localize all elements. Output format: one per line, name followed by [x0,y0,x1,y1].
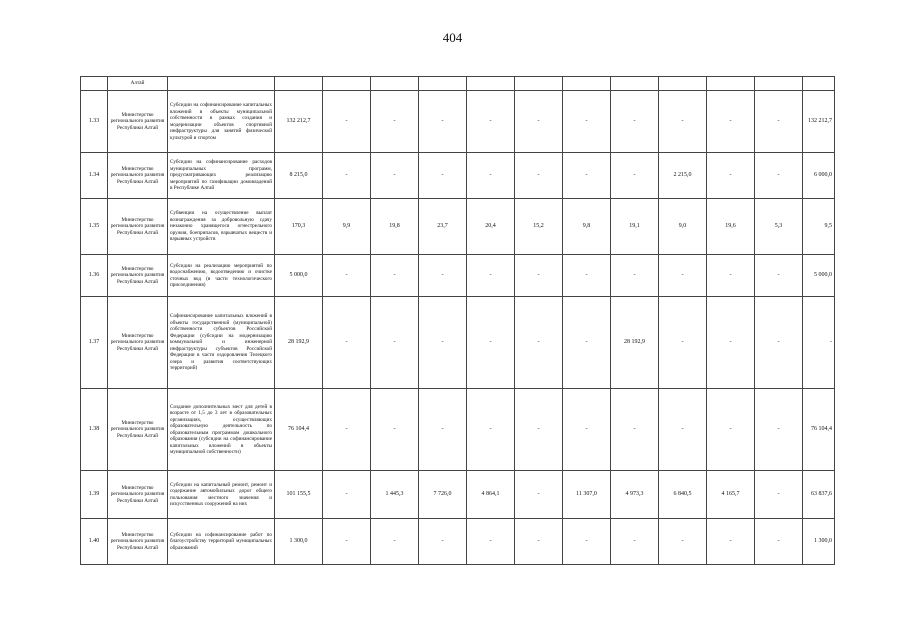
row-value: - [515,255,563,297]
row-value: - [419,297,467,389]
row-value: - [323,519,371,565]
row-value: - [563,255,611,297]
row-value: - [419,519,467,565]
row-value: - [707,91,755,153]
row-value: - [707,153,755,199]
row-value: 5 000,0 [803,255,835,297]
page-number: 404 [442,30,463,45]
row-value: - [803,297,835,389]
row-description [168,77,275,91]
row-value: - [659,519,707,565]
row-value: - [467,519,515,565]
table-row [81,519,835,565]
row-description: Софинансирование капитальных вложений в объекты государственной (муниципальной) собственности субъектов Российской Федерации (субсидии на модернизацию коммунальной и инженерной инфраструктуры субъектов Российской Федерации в части оздоровления Телецкого озера и развития соответствующих территорий) [168,297,275,389]
row-description: Субсидии на софинансирование работ по благоустройству территорий муниципальных образований [168,519,275,565]
row-value: - [419,153,467,199]
row-value: - [323,153,371,199]
row-value: - [755,91,803,153]
row-value: - [515,471,563,519]
row-value: - [467,153,515,199]
row-organization: Министерство регионального развития Республики Алтай [108,389,168,471]
row-value: 9,8 [563,199,611,255]
row-value: - [611,389,659,471]
row-value: 1 445,3 [371,471,419,519]
row-value: 28 192,9 [275,297,323,389]
row-value: 9,9 [323,199,371,255]
row-value: - [467,255,515,297]
row-value: - [755,519,803,565]
row-organization: Министерство регионального развития Республики Алтай [108,153,168,199]
row-value: - [371,389,419,471]
row-value: 5 000,0 [275,255,323,297]
row-value: 101 155,5 [275,471,323,519]
row-value: - [467,389,515,471]
row-value: 19,8 [371,199,419,255]
row-number: 1.36 [81,255,108,297]
row-value: - [707,297,755,389]
row-value: 1 300,0 [275,519,323,565]
row-value: 4 165,7 [707,471,755,519]
row-value: - [659,297,707,389]
row-description: Субсидии на софинансирование капитальных вложений в объекты муниципальной собственности в рамках создания и модернизации объектов спортивной инфраструктуры для занятий физической культурой и спортом [168,91,275,153]
row-value: 2 215,0 [659,153,707,199]
row-value: 4 864,1 [467,471,515,519]
row-value: 23,7 [419,199,467,255]
row-value: 1 300,0 [803,519,835,565]
row-value: - [515,519,563,565]
row-value: - [323,297,371,389]
row-value: - [323,389,371,471]
table-row-continuation [81,77,835,91]
row-value: - [707,519,755,565]
row-value: - [611,91,659,153]
row-value: - [563,389,611,471]
row-value: - [323,471,371,519]
row-organization: Министерство регионального развития Республики Алтай [108,91,168,153]
row-value: 9,0 [659,199,707,255]
row-value: - [755,153,803,199]
row-value: - [611,153,659,199]
row-value: 15,2 [515,199,563,255]
row-value: 6 840,5 [659,471,707,519]
table-body [81,77,835,565]
row-value: 6 000,0 [803,153,835,199]
row-value: - [755,255,803,297]
table-row [81,199,835,255]
row-value: 19,1 [611,199,659,255]
row-organization: Министерство регионального развития Республики Алтай [108,471,168,519]
row-value: 132 212,7 [803,91,835,153]
row-value: 63 837,6 [803,471,835,519]
row-description: Субвенции на осуществление выплат вознаграждения за добровольную сдачу незаконно хранящегося огнестрельного оружия, боеприпасов, взрывчатых веществ и взрывных устройств [168,199,275,255]
row-value: 170,3 [275,199,323,255]
row-value: 20,4 [467,199,515,255]
row-value: - [323,255,371,297]
row-value: 76 104,4 [803,389,835,471]
row-value: - [611,519,659,565]
table-row [81,153,835,199]
row-number [81,77,108,91]
row-value: - [755,297,803,389]
row-value: - [707,389,755,471]
row-value: - [467,91,515,153]
row-value: 8 215,0 [275,153,323,199]
row-value: - [563,519,611,565]
row-number: 1.39 [81,471,108,519]
row-value: - [563,153,611,199]
row-number: 1.37 [81,297,108,389]
row-value: - [707,255,755,297]
row-value: - [371,519,419,565]
row-value: 19,6 [707,199,755,255]
row-description: Субсидии на софинансирование расходов муниципальных программ, предусматривающих реализацию мероприятий по газификации домовладений в Республике Алтай [168,153,275,199]
row-organization: Алтай [108,77,168,91]
row-value: - [659,255,707,297]
table-row [81,91,835,153]
row-value: - [419,389,467,471]
row-value: - [611,255,659,297]
row-value: - [563,297,611,389]
row-value: - [659,389,707,471]
row-value: - [515,389,563,471]
row-value: - [515,297,563,389]
row-description: Субсидии на капитальный ремонт, ремонт и содержание автомобильных дорог общего пользования местного значения и искусственных сооружений на них [168,471,275,519]
table-row [81,297,835,389]
row-value: - [371,91,419,153]
table-row [81,255,835,297]
row-description: Создание дополнительных мест для детей в возрасте от 1,5 до 3 лет в образовательных организациях, осуществляющих образовательную деятельность по образовательным программам дошкольного образования (субсидии на софинансирование капитальных вложений в объекты муниципальной собственности) [168,389,275,471]
row-number: 1.34 [81,153,108,199]
row-value: - [419,91,467,153]
budget-table [80,76,835,565]
row-value: 9,5 [803,199,835,255]
row-value: - [323,91,371,153]
row-value: 5,3 [755,199,803,255]
row-organization: Министерство регионального развития Республики Алтай [108,255,168,297]
table-row [81,389,835,471]
row-description: Субсидии на реализацию мероприятий по водоснабжению, водоотведению и очистке сточных вод (в части технологического присоединения) [168,255,275,297]
row-value: 28 192,9 [611,297,659,389]
row-value: 76 104,4 [275,389,323,471]
row-organization: Министерство регионального развития Республики Алтай [108,519,168,565]
row-value: - [755,471,803,519]
row-value: - [419,255,467,297]
row-value: - [515,91,563,153]
row-value: - [755,389,803,471]
row-number: 1.40 [81,519,108,565]
row-value: - [659,91,707,153]
row-number: 1.35 [81,199,108,255]
row-value: 132 212,7 [275,91,323,153]
row-value: 4 973,3 [611,471,659,519]
row-organization: Министерство регионального развития Республики Алтай [108,199,168,255]
row-value: 7 726,0 [419,471,467,519]
row-organization: Министерство регионального развития Республики Алтай [108,297,168,389]
row-value: - [515,153,563,199]
row-value: - [371,297,419,389]
row-number: 1.33 [81,91,108,153]
row-value: - [371,255,419,297]
row-value: 11 307,0 [563,471,611,519]
row-value: - [371,153,419,199]
row-value: - [467,297,515,389]
row-number: 1.38 [81,389,108,471]
table-row [81,471,835,519]
row-value: - [563,91,611,153]
